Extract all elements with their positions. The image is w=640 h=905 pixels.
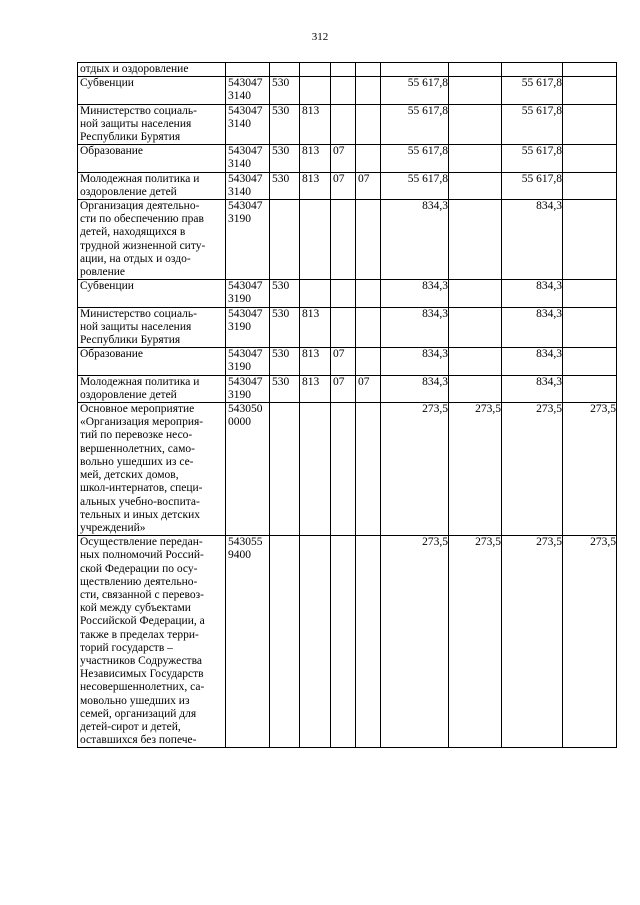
subsection-cell [356,280,381,307]
ministry-code-cell [300,403,331,536]
target-code-cell: 543055 9400 [226,536,270,748]
target-code-cell: 543050 0000 [226,403,270,536]
amount-4-cell [563,375,617,402]
section-cell: 07 [331,348,356,375]
page-number: 312 [311,31,329,43]
table-row [78,307,617,348]
row-name-cell: Образование [78,145,226,172]
amount-1-cell: 55 617,8 [381,145,449,172]
amount-1-cell: 55 617,8 [381,104,449,145]
row-name-cell: Основное мероприятие «Организация мероприя- тий по перевозке несо- вершеннолетних, само- вольно ушедших из се- мей, детских домов, школ-интернатов, специ- альных учебно-воспита- тельных и иных детских учреждений» [78,403,226,536]
amount-2-cell [449,280,502,307]
amount-3-cell: 834,3 [502,307,563,348]
subsection-cell [356,348,381,375]
amount-3-cell [502,63,563,77]
amount-4-cell [563,145,617,172]
subsection-cell [356,104,381,145]
table-row [78,200,617,280]
amount-4-cell [563,104,617,145]
ministry-code-cell [300,536,331,748]
expense-type-cell: 530 [270,77,300,104]
table-row [78,536,617,748]
row-name-cell: Организация деятельно- сти по обеспечению прав детей, находящихся в трудной жизненной ситу- ации, на отдых и оздо- ровление [78,200,226,280]
amount-2-cell: 273,5 [449,403,502,536]
table-row [78,403,617,536]
expense-type-cell: 530 [270,307,300,348]
amount-3-cell: 834,3 [502,375,563,402]
table-row [78,348,617,375]
section-cell [331,63,356,77]
section-cell [331,77,356,104]
amount-2-cell [449,172,502,199]
table-row [78,63,617,77]
subsection-cell [356,403,381,536]
amount-4-cell [563,200,617,280]
target-code-cell: 543047 3190 [226,348,270,375]
ministry-code-cell: 813 [300,375,331,402]
row-name-cell: Министерство социаль- ной защиты населения Республики Бурятия [78,307,226,348]
amount-1-cell: 834,3 [381,280,449,307]
section-cell: 07 [331,172,356,199]
row-name-cell: Субвенции [78,77,226,104]
expense-type-cell [270,403,300,536]
amount-3-cell: 55 617,8 [502,77,563,104]
target-code-cell: 543047 3140 [226,145,270,172]
target-code-cell: 543047 3140 [226,77,270,104]
amount-2-cell [449,200,502,280]
row-name-cell: Субвенции [78,280,226,307]
amount-3-cell: 834,3 [502,280,563,307]
row-name-cell: отдых и оздоровление [78,63,226,77]
section-cell [331,200,356,280]
amount-2-cell [449,63,502,77]
amount-2-cell: 273,5 [449,536,502,748]
amount-3-cell: 273,5 [502,536,563,748]
amount-4-cell [563,63,617,77]
expense-type-cell: 530 [270,172,300,199]
section-cell: 07 [331,375,356,402]
target-code-cell: 543047 3140 [226,172,270,199]
amount-4-cell [563,77,617,104]
expense-type-cell [270,536,300,748]
amount-1-cell: 834,3 [381,200,449,280]
table-row [78,280,617,307]
ministry-code-cell [300,200,331,280]
table-row [78,375,617,402]
ministry-code-cell [300,77,331,104]
table-row [78,145,617,172]
amount-4-cell [563,348,617,375]
expense-type-cell: 530 [270,104,300,145]
table-row [78,77,617,104]
subsection-cell [356,307,381,348]
expense-type-cell [270,200,300,280]
section-cell [331,307,356,348]
amount-1-cell [381,63,449,77]
ministry-code-cell [300,280,331,307]
amount-2-cell [449,375,502,402]
row-name-cell: Образование [78,348,226,375]
subsection-cell [356,200,381,280]
amount-4-cell: 273,5 [563,403,617,536]
amount-1-cell: 834,3 [381,307,449,348]
section-cell: 07 [331,145,356,172]
amount-2-cell [449,104,502,145]
ministry-code-cell: 813 [300,348,331,375]
amount-2-cell [449,348,502,375]
amount-3-cell: 55 617,8 [502,172,563,199]
section-cell [331,104,356,145]
row-name-cell: Молодежная политика и оздоровление детей [78,172,226,199]
expense-type-cell [270,63,300,77]
section-cell [331,536,356,748]
amount-3-cell: 55 617,8 [502,145,563,172]
amount-1-cell: 273,5 [381,403,449,536]
budget-table [77,62,617,748]
amount-2-cell [449,77,502,104]
amount-4-cell [563,172,617,199]
amount-4-cell: 273,5 [563,536,617,748]
target-code-cell: 543047 3140 [226,104,270,145]
amount-1-cell: 834,3 [381,348,449,375]
expense-type-cell: 530 [270,280,300,307]
target-code-cell [226,63,270,77]
amount-2-cell [449,307,502,348]
table-row [78,172,617,199]
amount-3-cell: 834,3 [502,348,563,375]
target-code-cell: 543047 3190 [226,375,270,402]
amount-1-cell: 273,5 [381,536,449,748]
subsection-cell [356,77,381,104]
section-cell [331,403,356,536]
target-code-cell: 543047 3190 [226,280,270,307]
amount-4-cell [563,307,617,348]
amount-1-cell: 834,3 [381,375,449,402]
subsection-cell: 07 [356,172,381,199]
amount-3-cell: 834,3 [502,200,563,280]
subsection-cell [356,63,381,77]
subsection-cell [356,536,381,748]
section-cell [331,280,356,307]
expense-type-cell: 530 [270,348,300,375]
subsection-cell [356,145,381,172]
amount-1-cell: 55 617,8 [381,172,449,199]
amount-2-cell [449,145,502,172]
target-code-cell: 543047 3190 [226,200,270,280]
expense-type-cell: 530 [270,375,300,402]
expense-type-cell: 530 [270,145,300,172]
ministry-code-cell [300,63,331,77]
amount-3-cell: 55 617,8 [502,104,563,145]
amount-4-cell [563,280,617,307]
table-row [78,104,617,145]
row-name-cell: Осуществление передан- ных полномочий Россий- ской Федерации по осу- ществлению деятельно- сти, связанной с перевоз- кой между субъектами Российской Федерации, а также в пределах терри- торий государств – участников Содружества Независимых Государств несовершеннолетних, са- мовольно ушедших из семей, организаций для детей-сирот и детей, оставшихся без попече- [78,536,226,748]
amount-1-cell: 55 617,8 [381,77,449,104]
amount-3-cell: 273,5 [502,403,563,536]
ministry-code-cell: 813 [300,307,331,348]
subsection-cell: 07 [356,375,381,402]
ministry-code-cell: 813 [300,104,331,145]
row-name-cell: Молодежная политика и оздоровление детей [78,375,226,402]
row-name-cell: Министерство социаль- ной защиты населения Республики Бурятия [78,104,226,145]
ministry-code-cell: 813 [300,145,331,172]
ministry-code-cell: 813 [300,172,331,199]
target-code-cell: 543047 3190 [226,307,270,348]
